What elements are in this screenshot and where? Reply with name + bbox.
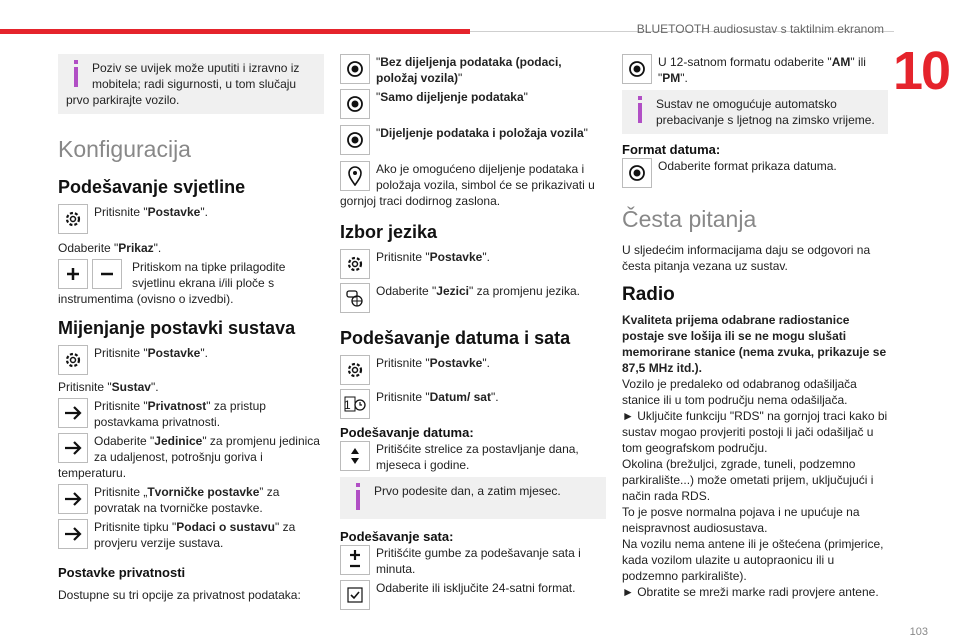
step-row: Pritisnite "Postavke". — [58, 345, 324, 375]
radio-target-icon — [622, 158, 652, 188]
option-row: "Samo dijeljenje podataka" — [340, 89, 606, 119]
step-row: Odaberite "Jezici" za promjenu jezika. — [340, 283, 606, 313]
svg-text:1: 1 — [344, 398, 351, 412]
step-row: Odaberite ili isključite 24-satni format. — [340, 580, 606, 610]
info-icon — [66, 60, 86, 90]
info-text: Poziv se uvijek može uputiti i izravno iz mobitela; radi sigurnosti, u tom slučaju prvo parkirajte vozilo. — [66, 61, 300, 107]
gear-icon — [340, 355, 370, 385]
column-3: U 12-satnom formatu odaberite "AM" ili "PM". Sustav ne omogućuje automatsko prebacivanje s ljetnog na zimsko vrijeme. Format datuma: Odaberite format prikaza datuma. Česta pitanja U sljedećim informacijama daju se odgovori na česta pitanja vezana uz sustav. Radio Kvaliteta prijema odabrane radiostanice postaje sve lošija ili se ne mogu slušati memorirane stanice (nema zvuka, prikazuje se 87,5 MHz itd.). Vozilo je predaleko od odabranog odašiljača stanice ili u tom području nema odašiljača. ► Uključite funkciju "RDS" na gornjoj traci kako bi sustav mogao provjeriti postoji li jači odašiljač u tom geografskom području. Okolina (brežuljci, zgrade, tuneli, podzemno parkiralište...) može ometati prijem, uključujući i način rada RDS. To je posve normalna pojava i ne upućuje na neispravnost audiosustava. Na vozilu nema antene ili je oštećena (primjerice, kada vozilom ulazite u autopraonicu ili u podzemno parkiralište). ► Obratite se mreži marke radi provjere antene. — [622, 55, 888, 599]
gear-icon — [340, 249, 370, 279]
gear-icon — [58, 345, 88, 375]
option-row: "Bez dijeljenja podataka (podaci, položaj vozila)" — [340, 54, 606, 86]
step-row: Pritiskom na tipke prilagodite svjetlinu ekrana i/ili ploče s instrumentima (ovisno o izvedbi). — [58, 260, 286, 306]
option-row: U 12-satnom formatu odaberite "AM" ili "PM". — [622, 54, 888, 86]
step-row: Pritisnite „Tvorničke postavke” za povratak na tvorničke postavke. — [58, 484, 324, 516]
chapter-number: 10 — [893, 41, 950, 101]
step-row: 1 Pritisnite "Datum/ sat". — [340, 389, 606, 419]
info-box: Sustav ne omogućuje automatsko prebacivanje s ljetnog na zimsko vrijeme. — [622, 90, 888, 134]
arrow-right-icon — [58, 484, 88, 514]
heading-brightness: Podešavanje svjetline — [58, 177, 246, 197]
radio-target-icon — [340, 125, 370, 155]
arrow-right-icon — [58, 433, 88, 463]
radio-target-icon — [340, 54, 370, 84]
minus-icon — [92, 259, 122, 289]
gear-icon — [58, 204, 88, 234]
radio-target-icon — [622, 54, 652, 84]
heading-language: Izbor jezika — [340, 222, 438, 242]
checkbox-icon — [340, 580, 370, 610]
step-row: Pritišćite gumbe za podešavanje sata i minuta. — [340, 545, 606, 577]
arrow-right-icon — [58, 519, 88, 549]
step-row: Odaberite "Jedinice" za promjenu jedinica za udaljenost, potrošnju goriva i temperaturu. — [58, 434, 320, 480]
up-down-arrow-icon — [340, 441, 370, 471]
format-label: Format datuma: — [622, 142, 721, 157]
info-box — [58, 54, 324, 114]
option-row: "Dijeljenje podataka i položaja vozila" — [340, 125, 606, 155]
step-row: Pritisnite "Postavke". — [58, 204, 324, 234]
step-row: Pritisnite tipku "Podaci o sustavu" za provjeru verzije sustava. — [58, 519, 324, 551]
info-icon — [630, 96, 650, 126]
heading-datetime: Podešavanje datuma i sata — [340, 328, 571, 348]
date-label: Podešavanje datuma: — [340, 425, 474, 440]
section-title-faq: Česta pitanja — [622, 206, 757, 232]
info-icon — [348, 483, 368, 513]
language-icon — [340, 283, 370, 313]
option-row: Odaberite format prikaza datuma. — [622, 158, 888, 188]
plus-icon — [58, 259, 88, 289]
plus-minus-icon — [340, 545, 370, 575]
header-red-bar — [0, 29, 470, 34]
arrow-right-icon — [58, 398, 88, 428]
step-row: Pritisnite "Postavke". — [340, 249, 606, 279]
faq-intro: U sljedećim informacijama daju se odgovori na česta pitanja vezana uz sustav. — [622, 243, 871, 273]
column-1: Poziv se uvijek može uputiti i izravno iz mobitela; radi sigurnosti, u tom slučaju prvo parkirajte vozilo. Konfiguracija Podešavanje svjetline Pritisnite "Postavke". Odaberite "Prikaz". Pritiskom na tipke prilagodite svjetlinu ekrana i/ili ploče s instrumentima (ovisno o izvedbi). Mijenjanje postavki sustava Pritisnite "Postavke". Pritisnite "Sustav". Pritisnite "Privatnost" za pristup postavkama privatnosti. Odaberite "Jedinice" za promjenu jedinica za udaljenost, potrošnju goriva i temperaturu. Pritisnite „Tvorničke postavke” za povratak na tvorničke postavke. Pritisnite tipku "Podaci o sustavu" za provjeru verzije sustava. Postavke privatnosti Dostupne su tri opcije za privatnost podataka: — [58, 54, 324, 606]
calendar-clock-icon — [340, 389, 370, 419]
header-title: BLUETOOTH audiosustav s taktilnim ekranom — [636, 22, 884, 36]
option-row: Ako je omogućeno dijeljenje podataka i položaja vozila, simbol će se prikazivati u gornjoj traci dodirnog zaslona. — [340, 162, 595, 208]
heading-radio: Radio — [622, 284, 675, 305]
step-row: Pritisnite "Privatnost" za pristup postavkama privatnosti. — [58, 398, 324, 430]
location-pin-icon — [340, 161, 370, 191]
step-row: Pritišćite strelice za postavljanje dana, mjeseca i godine. — [340, 441, 606, 473]
heading-privacy: Postavke privatnosti — [58, 565, 186, 580]
radio-question: Kvaliteta prijema odabrane radiostanice postaje sve lošija ili se ne mogu slušati memorirane stanice (nema zvuka, prikazuje se 87,5 MHz itd.). — [622, 313, 887, 375]
page-number: 103 — [909, 626, 928, 638]
column-2 — [340, 54, 606, 613]
step-row: Pritisnite "Postavke". — [340, 355, 606, 385]
heading-system: Mijenjanje postavki sustava — [58, 318, 296, 338]
time-label: Podešavanje sata: — [340, 529, 454, 544]
privacy-desc: Dostupne su tri opcije za privatnost podataka: — [58, 588, 301, 602]
info-box: Prvo podesite dan, a zatim mjesec. — [340, 477, 606, 519]
section-title-config: Konfiguracija — [58, 136, 191, 162]
radio-target-icon — [340, 89, 370, 119]
